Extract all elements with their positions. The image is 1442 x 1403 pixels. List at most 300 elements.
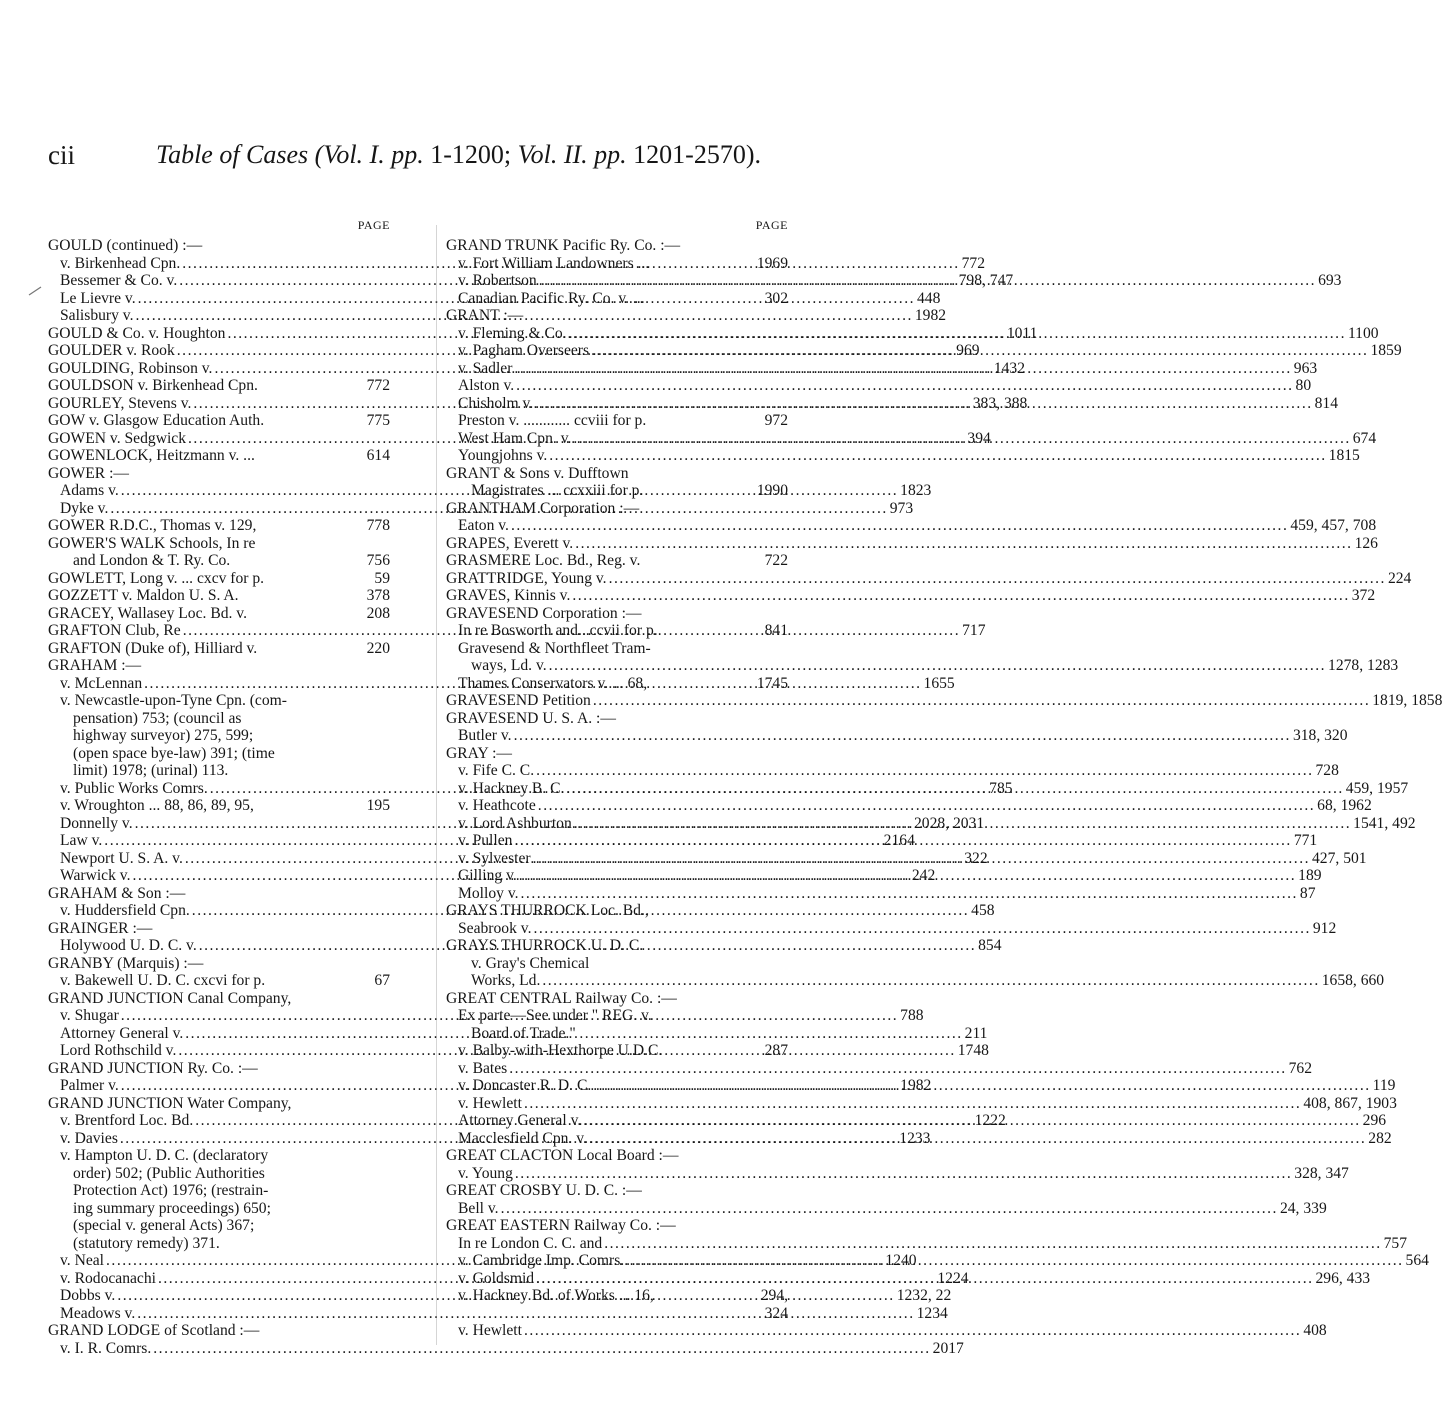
entry-text: v. Pagham Overseers bbox=[458, 342, 590, 359]
entry-text: ways, Ld. v. bbox=[471, 657, 547, 674]
entry-text: v. Bates bbox=[458, 1059, 508, 1077]
entry-page-refs: 1658, 660 bbox=[1321, 972, 1385, 989]
entry-page-refs: 189 bbox=[1298, 867, 1322, 884]
entry-page-refs: 2028, 2031 bbox=[914, 814, 985, 832]
index-entry bbox=[446, 1147, 788, 1165]
entry-text: Molloy v. bbox=[458, 884, 519, 902]
index-entry bbox=[48, 377, 390, 395]
entry-page-refs: 693 bbox=[1318, 272, 1342, 289]
index-entry bbox=[446, 797, 1372, 815]
entry-page-refs: 87 bbox=[1299, 884, 1316, 902]
entry-page-refs: 68, 1962 bbox=[1317, 797, 1372, 814]
index-entry bbox=[446, 884, 1316, 903]
entry-page-refs: 126 bbox=[1354, 534, 1378, 552]
index-entry bbox=[446, 1025, 788, 1043]
entry-text: v. Shugar bbox=[60, 1007, 119, 1024]
entry-page-refs: 1432 bbox=[993, 359, 1026, 377]
index-entry bbox=[446, 1322, 1327, 1340]
leader-dots bbox=[547, 447, 1328, 465]
leader-dots bbox=[589, 342, 1370, 360]
entry-text: GREAT CROSBY U. D. C. :— bbox=[446, 1182, 642, 1199]
entry-page-refs: 564 bbox=[1405, 1252, 1429, 1269]
entry-page-refs: 394 bbox=[967, 429, 991, 447]
entry-page-refs: 814 bbox=[1314, 394, 1339, 412]
entry-page-refs: 1278, 1283 bbox=[1328, 657, 1399, 674]
entry-text: GRANBY (Marquis) :— bbox=[48, 954, 204, 972]
entry-text: v. Heathcote bbox=[458, 797, 536, 814]
index-entry bbox=[48, 1322, 390, 1340]
index-entry bbox=[446, 1042, 788, 1060]
index-entry bbox=[446, 762, 1339, 780]
title-part-c: 1-1200; bbox=[423, 140, 518, 169]
leader-dots bbox=[522, 1322, 1303, 1340]
entry-text: GOULDER v. Rook bbox=[48, 342, 175, 359]
entry-page-refs: 785 bbox=[989, 779, 1013, 797]
entry-text: v. Fife C. C. bbox=[458, 762, 535, 779]
index-entry bbox=[446, 1182, 788, 1200]
entry-text: v. Pullen bbox=[458, 832, 513, 849]
entry-page-refs: 798, 747 bbox=[958, 272, 1014, 289]
entry-text: Youngjohns v. bbox=[458, 447, 548, 464]
leader-dots bbox=[564, 780, 1345, 798]
entry-text: GRACEY, Wallasey Loc. Bd. v. bbox=[48, 604, 247, 622]
entry-page-refs: 614 bbox=[366, 447, 390, 464]
leader-dots bbox=[512, 360, 1293, 378]
entry-text: v. Brentford Loc. Bd. bbox=[60, 1112, 194, 1129]
index-entry bbox=[48, 885, 390, 903]
leader-dots bbox=[519, 885, 1300, 903]
entry-text: GRAND TRUNK Pacific Ry. Co. :— bbox=[446, 237, 681, 254]
entry-text: Newport U. S. A. v. bbox=[60, 849, 183, 867]
entry-text: v. Cambridge Imp. Comrs. bbox=[458, 1252, 625, 1269]
entry-page-refs: 322 bbox=[964, 849, 988, 867]
entry-page-refs: 287 bbox=[764, 1042, 788, 1059]
entry-page-refs: 757 bbox=[1383, 1234, 1407, 1252]
entry-text: Palmer v. bbox=[60, 1077, 119, 1094]
leader-dots bbox=[537, 272, 1318, 290]
entry-page-refs: 119 bbox=[1372, 1077, 1396, 1094]
entry-page-refs: 427, 501 bbox=[1312, 849, 1367, 867]
entry-text: Dyke v. bbox=[60, 499, 109, 517]
index-entry bbox=[446, 990, 788, 1008]
index-entry bbox=[446, 290, 788, 308]
entry-text: Bessemer & Co. v. bbox=[60, 272, 178, 289]
index-entry bbox=[48, 552, 390, 570]
entry-page-refs: 459, 1957 bbox=[1345, 779, 1409, 797]
entry-text: Board of Trade." bbox=[471, 1024, 576, 1042]
index-entry bbox=[446, 255, 788, 273]
entry-text: GOWEN v. Sedgwick bbox=[48, 429, 187, 447]
left-page-heading: PAGE bbox=[357, 218, 390, 232]
index-entry bbox=[48, 587, 390, 605]
leader-dots bbox=[534, 1270, 1315, 1288]
leader-dots bbox=[499, 1200, 1280, 1218]
entry-text: Bell v. bbox=[458, 1199, 499, 1217]
entry-text: GOZZETT v. Maldon U. S. A. bbox=[48, 587, 239, 604]
index-entry bbox=[48, 1339, 964, 1358]
entry-text: West Ham Cpn. v. bbox=[458, 429, 572, 447]
entry-text: GRAVESEND U. S. A. :— bbox=[446, 709, 616, 727]
entry-text: v. Sylvester bbox=[458, 849, 531, 867]
entry-text: Warwick v. bbox=[60, 867, 131, 884]
entry-text: Preston v. ............ ccviii for p. bbox=[458, 412, 647, 429]
index-entry bbox=[446, 902, 788, 920]
entry-page-refs: 1232, 22 bbox=[896, 1287, 952, 1304]
leader-dots bbox=[602, 1235, 1383, 1253]
entry-text: In re Bosworth and...ccvii for p. bbox=[458, 622, 658, 639]
index-entry bbox=[48, 465, 390, 483]
entry-page-refs: 756 bbox=[366, 552, 390, 569]
leader-dots bbox=[534, 762, 1315, 780]
index-entry bbox=[48, 990, 390, 1008]
entry-page-refs: 2017 bbox=[932, 1339, 964, 1357]
entry-page-refs: 67 bbox=[374, 972, 390, 989]
entry-text: v. Wroughton ... 88, 86, 89, 95, bbox=[60, 797, 254, 814]
entry-page-refs: 772 bbox=[366, 377, 390, 394]
entry-text: GOWER'S WALK Schools, In re bbox=[48, 534, 256, 552]
entry-text: GRAVESEND Corporation :— bbox=[446, 604, 642, 622]
entry-text: Attorney General v. bbox=[60, 1024, 184, 1042]
entry-text: GRASMERE Loc. Bd., Reg. v. bbox=[446, 552, 641, 569]
entry-text: In re London C. C. and bbox=[458, 1234, 603, 1252]
index-entry bbox=[48, 972, 390, 990]
index-entry bbox=[48, 692, 390, 710]
entry-text: v. Fort William Landowners ... bbox=[458, 254, 650, 272]
leader-dots bbox=[531, 920, 1312, 938]
title-part-b: pp. bbox=[391, 140, 424, 169]
entry-page-refs: 762 bbox=[1288, 1059, 1312, 1077]
entry-text: GOULDING, Robinson v. bbox=[48, 359, 213, 377]
page-number-roman: cii bbox=[48, 140, 75, 170]
entry-page-refs: 24, 339 bbox=[1279, 1199, 1327, 1217]
entry-text: Canadian Pacific Ry. Co. v. ... bbox=[458, 289, 645, 307]
entry-text: Gilling v. bbox=[458, 867, 517, 884]
index-entry bbox=[446, 745, 788, 763]
index-entry bbox=[446, 1164, 1349, 1183]
entry-text: v. Hewlett bbox=[458, 1094, 522, 1112]
index-entry bbox=[446, 1199, 1327, 1218]
entry-text: Alston v. bbox=[458, 377, 515, 394]
entry-text: GOWLETT, Long v. ... cxcv for p. bbox=[48, 569, 265, 587]
entry-page-refs: 722 bbox=[764, 552, 788, 569]
entry-text: v. Bakewell U. D. C. cxcvi for p. bbox=[60, 972, 266, 989]
index-entry bbox=[48, 1147, 390, 1165]
entry-text: GRAND JUNCTION Water Company, bbox=[48, 1094, 292, 1112]
entry-text: GOWER R.D.C., Thomas v. 129, bbox=[48, 517, 257, 534]
index-entry bbox=[446, 237, 788, 255]
entry-text: GRAHAM & Son :— bbox=[48, 884, 186, 902]
entry-page-refs: 459, 457, 708 bbox=[1290, 517, 1377, 534]
index-entry bbox=[446, 552, 788, 570]
index-entry bbox=[446, 955, 788, 973]
entry-page-refs: 294, bbox=[760, 1287, 788, 1304]
entry-page-refs: 2164 bbox=[883, 832, 915, 849]
entry-text: v. Hackney B. C. bbox=[458, 779, 565, 797]
entry-page-refs: 1815 bbox=[1328, 447, 1360, 464]
index-entry bbox=[48, 535, 390, 553]
entry-text: Works, Ld. bbox=[471, 972, 541, 989]
entry-text: v. Neal bbox=[60, 1252, 105, 1269]
leader-dots bbox=[512, 727, 1293, 745]
index-entry bbox=[446, 640, 788, 658]
entry-page-refs: 318, 320 bbox=[1292, 727, 1348, 744]
entry-text: (statutory remedy) 371. bbox=[73, 1234, 220, 1252]
entry-text: v. Public Works Comrs. bbox=[60, 779, 208, 797]
entry-text: GOWENLOCK, Heitzmann v. ... bbox=[48, 447, 255, 464]
leader-dots bbox=[507, 1060, 1288, 1078]
leader-dots bbox=[624, 1252, 1405, 1270]
entry-text: GRAFTON Club, Re bbox=[48, 622, 181, 639]
index-entry bbox=[48, 1200, 390, 1218]
entry-page-refs: 775 bbox=[366, 412, 390, 429]
entry-text: Seabrook v. bbox=[458, 919, 532, 937]
entry-page-refs: 1823 bbox=[900, 482, 932, 499]
entry-page-refs: 378 bbox=[366, 587, 390, 604]
entry-page-refs: 1859 bbox=[1370, 342, 1402, 359]
entry-text: GRAY :— bbox=[446, 744, 512, 762]
right-page-heading: PAGE bbox=[755, 218, 788, 232]
title-part-d: Vol. II. pp. bbox=[517, 140, 627, 169]
entry-page-refs: 220 bbox=[366, 639, 390, 657]
entry-text: v. Sadler bbox=[458, 359, 513, 377]
entry-text: Law v. bbox=[60, 832, 103, 849]
entry-text: Dobbs v. bbox=[60, 1287, 116, 1304]
entry-text: Thames Conservators v. ... 68, bbox=[458, 674, 648, 692]
entry-text: v. Fleming & Co. bbox=[458, 324, 567, 342]
entry-page-refs: 408, 867, 1903 bbox=[1303, 1094, 1397, 1112]
entry-text: v. I. R. Comrs. bbox=[60, 1339, 152, 1357]
index-entry bbox=[48, 1217, 390, 1235]
index-entry bbox=[446, 587, 1376, 605]
entry-text: Eaton v. bbox=[458, 517, 509, 534]
entry-text: GOW v. Glasgow Education Auth. bbox=[48, 412, 265, 429]
index-entry bbox=[48, 1060, 390, 1078]
index-entry bbox=[48, 745, 390, 763]
entry-text: and London & T. Ry. Co. bbox=[73, 552, 231, 569]
entry-page-refs: 1234 bbox=[916, 1304, 948, 1322]
entry-text: GRAVESEND Petition bbox=[446, 692, 591, 709]
entry-text: GREAT EASTERN Railway Co. :— bbox=[446, 1217, 676, 1234]
index-entry bbox=[48, 762, 390, 780]
entry-text: GRAND JUNCTION Canal Company, bbox=[48, 989, 292, 1007]
entry-page-refs: 242 bbox=[911, 867, 936, 884]
entry-page-refs: 448 bbox=[917, 289, 941, 307]
entry-text: pensation) 753; (council as bbox=[73, 709, 242, 727]
entry-page-refs: 1655 bbox=[923, 674, 955, 692]
entry-text: v. Young bbox=[458, 1164, 513, 1182]
leader-dots bbox=[581, 1112, 1362, 1130]
entry-text: GRAPES, Everett v. bbox=[446, 534, 574, 552]
leader-dots bbox=[151, 1340, 932, 1358]
leader-dots bbox=[540, 972, 1321, 990]
entry-text: v. Hackney Bd. of Works ... 16, bbox=[458, 1287, 654, 1304]
entry-text: GRAINGER :— bbox=[48, 919, 153, 937]
entry-text: GRAYS THURROCK U. D. C. bbox=[446, 937, 644, 954]
entry-page-refs: 912 bbox=[1312, 919, 1337, 937]
index-entry bbox=[48, 447, 390, 465]
leader-dots bbox=[547, 657, 1328, 675]
index-entry bbox=[446, 517, 1377, 535]
index-entry bbox=[446, 1287, 788, 1305]
index-entry bbox=[446, 534, 1378, 553]
entry-text: (special v. general Acts) 367; bbox=[73, 1217, 255, 1234]
index-entry bbox=[48, 1095, 390, 1113]
entry-text: v. Doncaster R. D. C. bbox=[458, 1077, 592, 1094]
index-entry bbox=[446, 692, 1442, 710]
entry-page-refs: 674 bbox=[1352, 429, 1377, 447]
entry-page-refs: 788 bbox=[900, 1007, 924, 1024]
entry-text: Holywood U. D. C. v. bbox=[60, 937, 197, 954]
entry-text: Magistrates ... ccxxiii for p. bbox=[471, 482, 644, 499]
entry-text: v. McLennan bbox=[60, 674, 143, 692]
index-entry bbox=[446, 1094, 1397, 1113]
index-entry bbox=[48, 955, 390, 973]
index-entry bbox=[446, 919, 1337, 938]
index-entry bbox=[48, 517, 390, 535]
entry-text: v. Goldsmid bbox=[458, 1269, 535, 1287]
index-entry bbox=[446, 972, 1385, 990]
index-entry bbox=[48, 605, 390, 623]
entry-text: Meadows v. bbox=[60, 1304, 136, 1322]
entry-text: GOULD (continued) :— bbox=[48, 237, 203, 254]
leader-dots bbox=[607, 570, 1388, 588]
pencil-tick-mark bbox=[28, 286, 42, 296]
index-entry bbox=[446, 710, 788, 728]
leader-dots bbox=[533, 395, 1314, 413]
entry-page-refs: 1969 bbox=[756, 254, 788, 272]
index-entry bbox=[446, 675, 788, 693]
entry-page-refs: 1222 bbox=[974, 1112, 1006, 1129]
entry-page-refs: 1224 bbox=[937, 1269, 969, 1287]
leader-dots bbox=[512, 832, 1293, 850]
index-entry bbox=[446, 1059, 1312, 1078]
entry-page-refs: 973 bbox=[889, 499, 914, 517]
entry-text: limit) 1978; (urinal) 113. bbox=[73, 762, 229, 779]
leader-dots bbox=[531, 850, 1312, 868]
entry-page-refs: 59 bbox=[374, 569, 390, 587]
entry-text: Le Lievre v. bbox=[60, 289, 136, 307]
leader-dots bbox=[572, 815, 1353, 833]
entry-text: GRAND JUNCTION Ry. Co. :— bbox=[48, 1059, 258, 1077]
title-part-e: 1201-2570). bbox=[626, 140, 761, 169]
leader-dots bbox=[567, 325, 1348, 343]
leader-dots bbox=[591, 692, 1372, 710]
index-entry bbox=[446, 1217, 788, 1235]
index-entry bbox=[446, 412, 788, 430]
entry-text: Butler v. bbox=[458, 727, 512, 744]
entry-text: GRAFTON (Duke of), Hilliard v. bbox=[48, 639, 258, 657]
entry-text: ing summary proceedings) 650; bbox=[73, 1199, 271, 1217]
index-entry bbox=[48, 657, 390, 675]
column-divider bbox=[436, 225, 437, 1345]
entry-text: v. Robertson bbox=[458, 272, 537, 289]
entry-page-refs: 383, 388 bbox=[972, 394, 1028, 412]
index-entry bbox=[446, 307, 788, 325]
leader-dots bbox=[513, 1165, 1294, 1183]
entry-text: GRANT & Sons v. Dufftown bbox=[446, 464, 629, 482]
leader-dots bbox=[509, 517, 1290, 535]
entry-text: Ex parte—See under " REG. v. bbox=[458, 1007, 652, 1024]
entry-page-refs: 1011 bbox=[1006, 324, 1038, 342]
entry-page-refs: 717 bbox=[962, 622, 986, 639]
entry-text: Lord Rothschild v. bbox=[60, 1042, 177, 1059]
entry-text: v. Balby-with-Hexthorpe U.D.C. bbox=[458, 1042, 663, 1059]
index-entry bbox=[446, 657, 1399, 675]
index-entry bbox=[48, 710, 390, 728]
entry-page-refs: 969 bbox=[956, 342, 980, 359]
entry-page-refs: 1100 bbox=[1347, 324, 1379, 342]
entry-page-refs: 296 bbox=[1362, 1112, 1387, 1129]
leader-dots bbox=[536, 797, 1317, 815]
index-entry bbox=[446, 1007, 788, 1025]
entry-page-refs: 282 bbox=[1368, 1129, 1392, 1147]
entry-page-refs: 841 bbox=[764, 622, 788, 639]
entry-page-refs: 372 bbox=[1351, 587, 1376, 604]
entry-text: Gravesend & Northfleet Tram- bbox=[458, 639, 651, 657]
entry-text: highway surveyor) 275, 599; bbox=[73, 727, 254, 744]
leader-dots bbox=[587, 1130, 1368, 1148]
index-entry bbox=[48, 570, 390, 588]
entry-page-refs: 771 bbox=[1293, 832, 1318, 849]
entry-text: v. Davies bbox=[60, 1129, 118, 1147]
entry-page-refs: 80 bbox=[1295, 377, 1312, 394]
entry-page-refs: 854 bbox=[978, 937, 1002, 954]
entry-page-refs: 1982 bbox=[900, 1077, 932, 1094]
index-entry bbox=[446, 482, 788, 500]
entry-text: GOWER :— bbox=[48, 464, 129, 482]
leader-dots bbox=[514, 377, 1295, 395]
index-entry bbox=[446, 569, 1412, 588]
entry-text: GRAYS THURROCK Loc. Bd., bbox=[446, 902, 649, 919]
entry-text: v. Gray's Chemical bbox=[471, 954, 590, 972]
running-header bbox=[48, 140, 760, 180]
entry-page-refs: 211 bbox=[964, 1024, 988, 1042]
leader-dots bbox=[591, 1077, 1372, 1095]
entry-text: (open space bye-law) 391; (time bbox=[73, 744, 275, 762]
entry-page-refs: 328, 347 bbox=[1294, 1164, 1349, 1182]
entry-page-refs: 1819, 1858 bbox=[1372, 692, 1442, 709]
index-entry bbox=[48, 412, 390, 430]
entry-page-refs: 972 bbox=[764, 412, 788, 429]
entry-page-refs: 224 bbox=[1387, 569, 1412, 587]
entry-text: GRAVES, Kinnis v. bbox=[446, 587, 571, 604]
entry-text: Chisholm v. bbox=[458, 394, 534, 412]
running-title bbox=[156, 140, 761, 170]
index-entry bbox=[48, 1235, 390, 1253]
entry-page-refs: 408 bbox=[1303, 1322, 1327, 1339]
entry-page-refs: 302 bbox=[764, 289, 788, 307]
entry-page-refs: 772 bbox=[961, 254, 986, 272]
index-entry bbox=[48, 727, 390, 745]
entry-page-refs: 324 bbox=[764, 1304, 788, 1322]
entry-text: GOULDSON v. Birkenhead Cpn. bbox=[48, 377, 258, 394]
index-entry bbox=[446, 1234, 1407, 1253]
entry-text: Salisbury v. bbox=[60, 307, 134, 324]
entry-text: GRANT :— bbox=[446, 307, 524, 324]
entry-text: order) 502; (Public Authorities bbox=[73, 1164, 265, 1182]
index-entry bbox=[446, 377, 1312, 395]
entry-page-refs: 778 bbox=[366, 517, 390, 534]
entry-text: GRANTHAM Corporation :— bbox=[446, 499, 640, 517]
entry-page-refs: 195 bbox=[366, 797, 390, 814]
entry-text: Donnelly v. bbox=[60, 814, 133, 832]
entry-page-refs: 1240 bbox=[885, 1252, 917, 1269]
entry-text: GREAT CENTRAL Railway Co. :— bbox=[446, 989, 677, 1007]
index-entry bbox=[446, 500, 788, 518]
index-entry bbox=[48, 237, 390, 255]
entry-text: v. Rodocanachi bbox=[60, 1269, 156, 1287]
index-entry bbox=[446, 465, 788, 483]
